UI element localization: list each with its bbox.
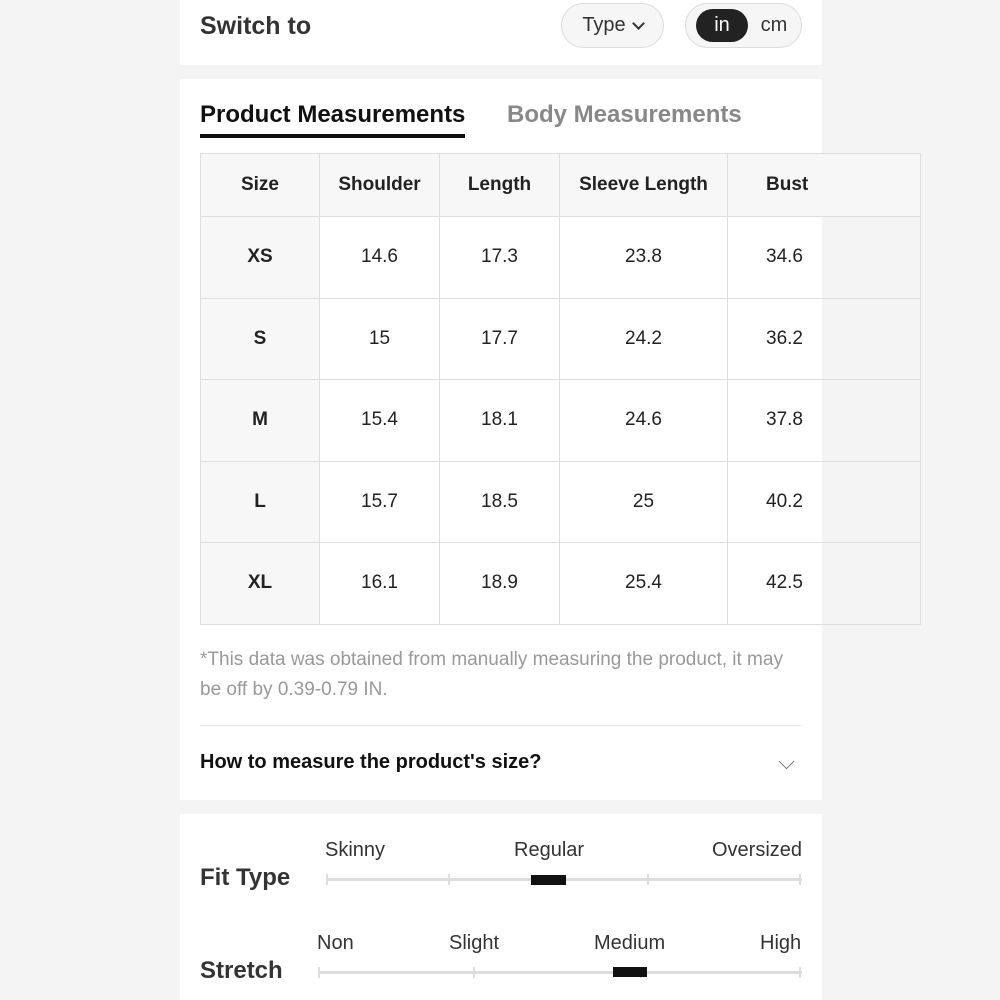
fit-type-tick bbox=[647, 874, 649, 885]
table-cell: 16.1 bbox=[320, 543, 440, 625]
size-cell: XL bbox=[201, 543, 320, 625]
type-dropdown-label: Type bbox=[582, 14, 626, 36]
fit-type-tick bbox=[326, 874, 328, 885]
stretch-scale-non: Non bbox=[317, 932, 354, 954]
stretch-tick bbox=[799, 967, 801, 978]
table-cell: 24.2 bbox=[560, 298, 728, 380]
unit-switch-bar bbox=[180, 0, 822, 65]
table-row bbox=[201, 217, 921, 299]
stretch-scale-slight: Slight bbox=[449, 932, 500, 954]
stretch-track bbox=[318, 971, 802, 974]
size-cell: M bbox=[201, 380, 320, 462]
table-cell: 40.2 bbox=[728, 461, 921, 543]
stretch-scale-medium: Medium bbox=[594, 932, 666, 954]
table-cell: 18.5 bbox=[440, 461, 560, 543]
chevron-down-icon bbox=[632, 17, 645, 30]
column-header: Bust bbox=[728, 154, 921, 217]
table-cell: 18.1 bbox=[440, 380, 560, 462]
active-tab-indicator bbox=[200, 134, 465, 138]
tab-product-measurements[interactable]: Product Measurements bbox=[200, 101, 466, 128]
table-cell: 34.6 bbox=[728, 217, 921, 299]
fit-scale-oversized: Oversized bbox=[712, 839, 803, 861]
table-cell: 23.8 bbox=[560, 217, 728, 299]
table-cell: 15.4 bbox=[320, 380, 440, 462]
stretch-tick bbox=[473, 967, 475, 978]
unit-toggle bbox=[685, 3, 802, 48]
fit-info-panel bbox=[180, 814, 822, 1000]
tab-body-measurements[interactable]: Body Measurements bbox=[507, 101, 742, 128]
table-row bbox=[201, 380, 921, 462]
chevron-down-icon[interactable] bbox=[779, 754, 795, 770]
fit-type-tick bbox=[448, 874, 450, 885]
size-table-scroll[interactable] bbox=[200, 153, 809, 624]
measurements-panel bbox=[180, 79, 822, 800]
column-header: Sleeve Length bbox=[560, 154, 728, 217]
table-header-row bbox=[201, 154, 921, 217]
column-header: Shoulder bbox=[320, 154, 440, 217]
column-header: Size bbox=[201, 154, 320, 217]
table-row bbox=[201, 461, 921, 543]
how-to-measure-toggle[interactable]: How to measure the product's size? bbox=[200, 751, 542, 773]
table-row bbox=[201, 543, 921, 625]
column-header: Length bbox=[440, 154, 560, 217]
size-table bbox=[200, 153, 921, 625]
fit-type-tick bbox=[799, 874, 801, 885]
table-cell: 15 bbox=[320, 298, 440, 380]
stretch-tick bbox=[318, 967, 320, 978]
table-cell: 37.8 bbox=[728, 380, 921, 462]
size-cell: L bbox=[201, 461, 320, 543]
table-cell: 17.3 bbox=[440, 217, 560, 299]
table-cell: 25.4 bbox=[560, 543, 728, 625]
table-cell: 36.2 bbox=[728, 298, 921, 380]
table-cell: 25 bbox=[560, 461, 728, 543]
table-cell: 17.7 bbox=[440, 298, 560, 380]
table-cell: 18.9 bbox=[440, 543, 560, 625]
table-cell: 42.5 bbox=[728, 543, 921, 625]
unit-option-in[interactable]: in bbox=[696, 9, 748, 42]
table-cell: 14.6 bbox=[320, 217, 440, 299]
divider bbox=[200, 725, 801, 726]
size-cell: XS bbox=[201, 217, 320, 299]
stretch-marker bbox=[613, 967, 647, 977]
switch-title: Switch to bbox=[200, 12, 312, 40]
fit-scale-regular: Regular bbox=[514, 839, 585, 861]
table-cell: 24.6 bbox=[560, 380, 728, 462]
table-cell: 15.7 bbox=[320, 461, 440, 543]
fit-type-marker bbox=[531, 875, 566, 885]
table-row bbox=[201, 298, 921, 380]
fit-type-label: Fit Type bbox=[200, 864, 291, 891]
unit-option-cm[interactable]: cm bbox=[760, 14, 788, 36]
fit-scale-skinny: Skinny bbox=[325, 839, 386, 861]
type-dropdown[interactable] bbox=[561, 3, 664, 48]
measurement-note: *This data was obtained from manually measuring the product, it may be off by 0.39-0.79 IN. bbox=[200, 649, 783, 700]
stretch-scale-high: High bbox=[760, 932, 802, 954]
stretch-label: Stretch bbox=[200, 957, 283, 984]
size-cell: S bbox=[201, 298, 320, 380]
